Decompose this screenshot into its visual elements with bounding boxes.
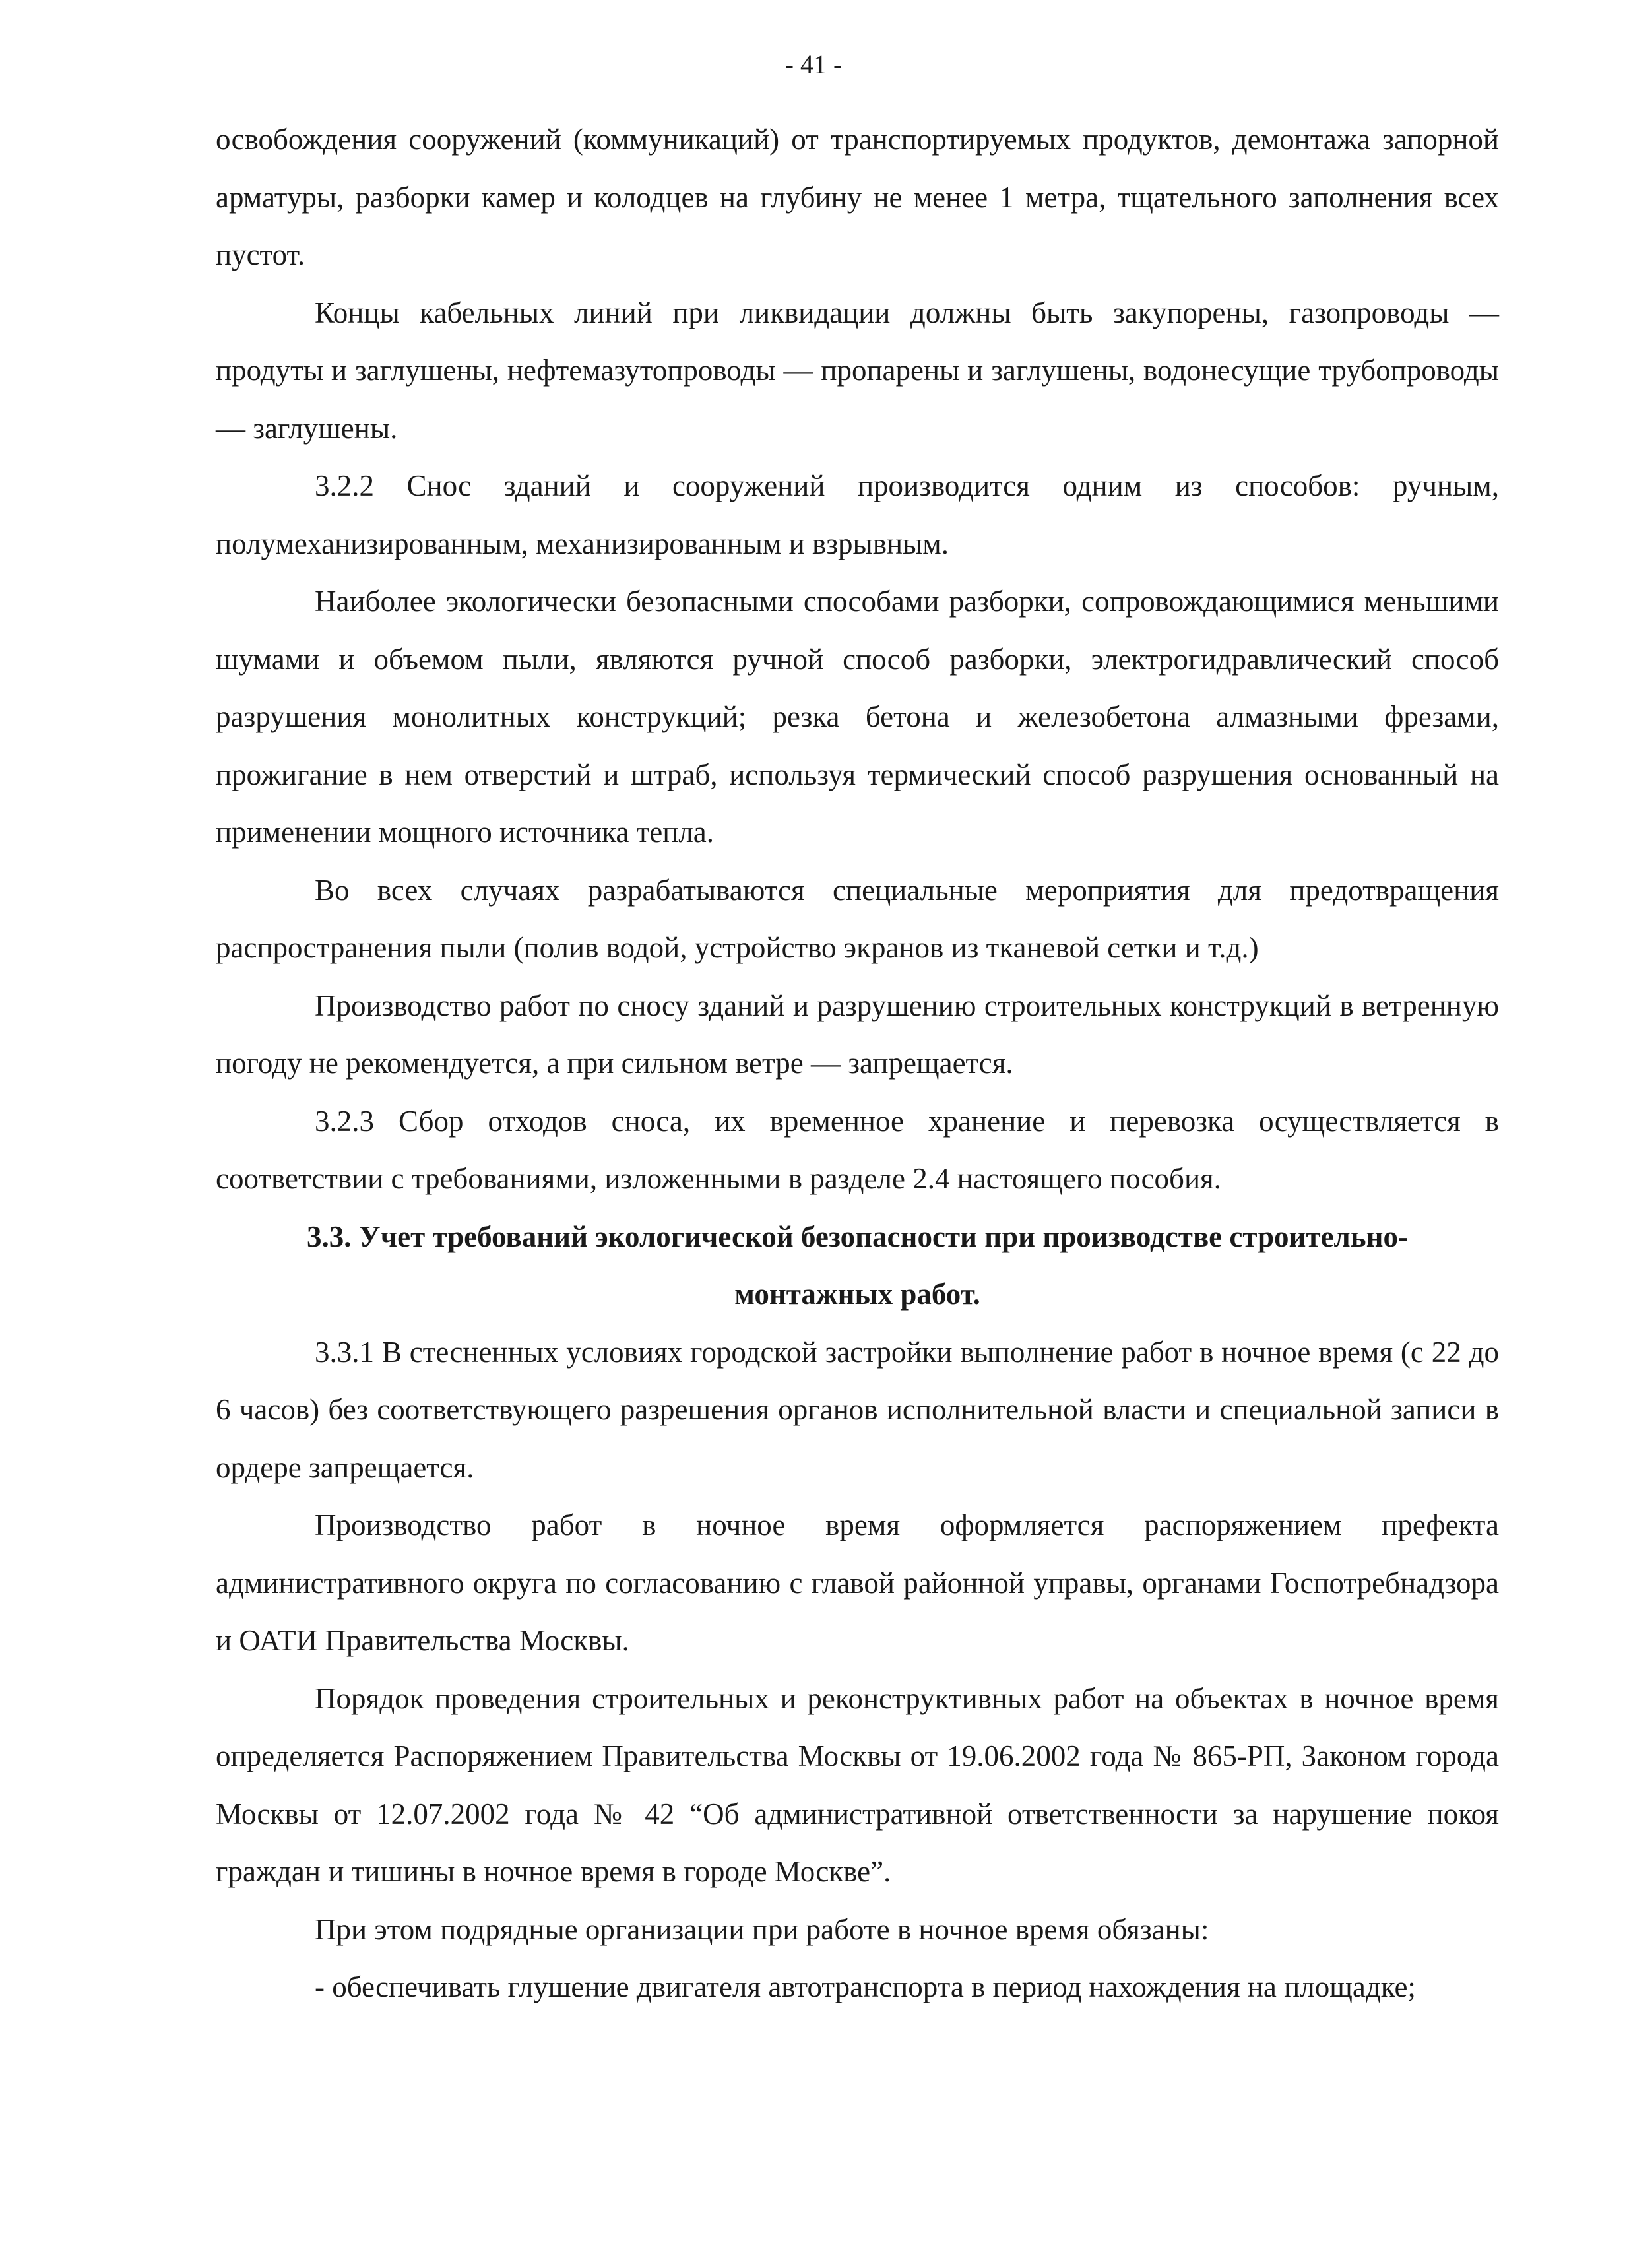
paragraph-wind: Производство работ по сносу зданий и разрушению строительных конструкций в ветренную погоду не рекомендуется, а при сильном ветре — запрещается.	[216, 988, 1499, 1080]
paragraph-3-2-2: 3.2.2 Снос зданий и сооружений производится одним из способов: ручным, полумеханизированным, механизированным и взрывным.	[216, 469, 1499, 560]
document-body	[216, 111, 1499, 2017]
paragraph-cable-ends: Концы кабельных линий при ликвидации должны быть закупорены, газопроводы — продуты и заглушены, нефтемазутопроводы — пропарены и заглушены, водонесущие трубопроводы — заглушены.	[216, 296, 1499, 445]
paragraph-continuation: освобождения сооружений (коммуникаций) от транспортируемых продуктов, демонтажа запорной арматуры, разборки камер и колодцев на глубину не менее 1 метра, тщательного заполнения всех пустот.	[216, 123, 1499, 271]
section-heading-3-3: 3.3. Учет требований экологической безопасности при производстве строительно-монтажных работ.	[307, 1219, 1408, 1311]
paragraph-3-2-3: 3.2.3 Сбор отходов сноса, их временное хранение и перевозка осуществляется в соответствии с требованиями, изложенными в разделе 2.4 настоящего пособия.	[216, 1104, 1499, 1195]
paragraph-night-permit: Производство работ в ночное время оформляется распоряжением префекта административного округа по согласованию с главой районной управы, органами Госпотребнадзора и ОАТИ Правительства Москвы.	[216, 1508, 1499, 1657]
paragraph-obligations: При этом подрядные организации при работе в ночное время обязаны:	[315, 1912, 1209, 1946]
paragraph-procedure: Порядок проведения строительных и реконструктивных работ на объектах в ночное время определяется Распоряжением Правительства Москвы от 19.06.2002 года № 865-РП, Законом города Москвы от 12.07.2002 года № 42 “Об административной ответственности за нарушение покоя граждан и тишины в ночное время в городе Москве”.	[216, 1681, 1499, 1888]
page-number: - 41 -	[784, 49, 843, 79]
paragraph-safe-methods: Наиболее экологически безопасными способами разборки, сопровождающимися меньшими шумами и объемом пыли, являются ручной способ разборки, электрогидравлический способ разрушения монолитных конструкций; резка бетона и железобетона алмазными фрезами, прожигание в нем отверстий и штраб, используя термический способ разрушения основанный на применении мощного источника тепла.	[216, 585, 1499, 849]
list-item-engine-shutdown: - обеспечивать глушение двигателя автотранспорта в период нахождения на площадке;	[315, 1970, 1416, 2003]
paragraph-dust-measures: Во всех случаях разрабатываются специальные мероприятия для предотвращения распространения пыли (полив водой, устройство экранов из тканевой сетки и т.д.)	[216, 873, 1499, 964]
paragraph-3-3-1: 3.3.1 В стесненных условиях городской застройки выполнение работ в ночное время (с 22 до 6 часов) без соответствующего разрешения органов исполнительной власти и специальной записи в ордере запрещается.	[216, 1335, 1499, 1484]
